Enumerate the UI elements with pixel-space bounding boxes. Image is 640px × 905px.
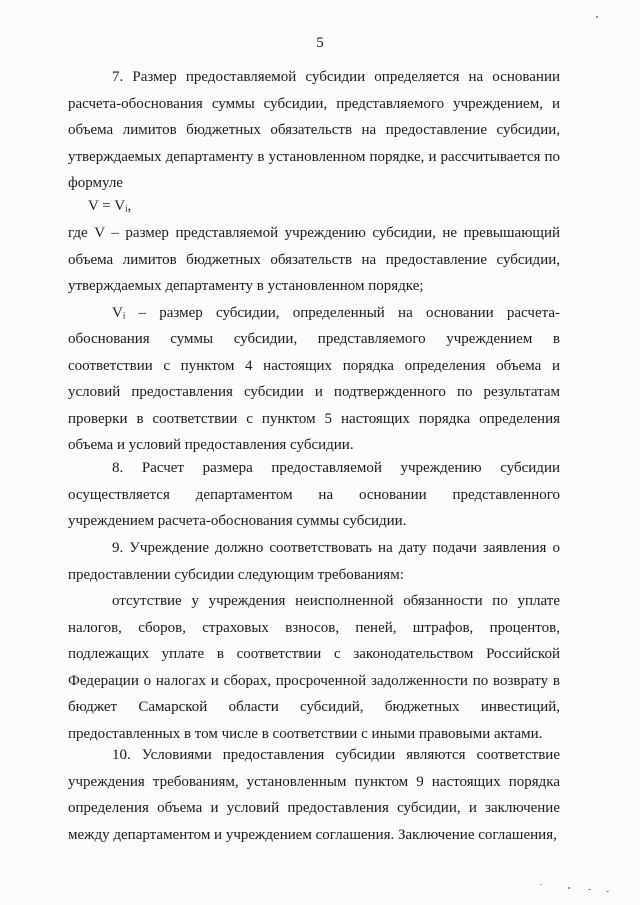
scan-speck [540,884,542,885]
definition-v: где V – размер представляемой учреждению субсидии, не превышающий объема лимитов бюджетных обязательств на предоставление субсидии, утверждаемых департаменту в установленном порядке; [68,225,560,294]
scan-speck [568,887,570,889]
scan-speck [588,889,591,890]
paragraph-9-requirement: отсутствие у учреждения неисполненной обязанности по уплате налогов, сборов, страховых взносов, пеней, штрафов, процентов, подлежащих уплате в соответствии с законодательством Российской Федерации о налогах и сборах, просроченной задолженности по возврату в бюджет Самарской области субсидий, бюджетных инвестиций, предоставленных в том числе в соответствии с иными правовыми актами. [68,593,560,742]
paragraph-10: 10. Условиями предоставления субсидии являются соответствие учреждения требованиям, установленным пунктом 9 настоящих порядка определения объема и условий предоставления субсидии, и заключение между департаментом и учреждением соглашения. Заключение соглашения, [68,747,560,843]
paragraph-9: 9. Учреждение должно соответствовать на дату подачи заявления о предоставлении субсидии следующим требованиям: [68,540,560,583]
formula: V = Vᵢ, [88,198,132,214]
formula-block [68,193,560,220]
scan-speck [596,16,598,18]
paragraph-8-block [68,455,560,535]
paragraph-9-block [68,535,560,747]
page-number: 5 [316,35,324,51]
paragraph-8: 8. Расчет размера предоставляемой учреждению субсидии осуществляется департаментом на основании представленного учреждением расчета-обоснования суммы субсидии. [68,460,560,529]
scan-speck [606,891,609,892]
paragraph-7-block [68,64,560,197]
paragraph-7: 7. Размер предоставляемой субсидии определяется на основании расчета-обоснования суммы субсидии, представляемого учреждением, и объема лимитов бюджетных обязательств на предоставление субсидии, утверждаемых департаменту в установленном порядке, и рассчитывается по формуле [68,69,560,191]
definition-vi: Vᵢ – размер субсидии, определенный на основании расчета-обоснования суммы субсидии, представляемого учреждением в соответствии с пунктом 4 настоящих порядка определения объема и условий предоставления субсидии и подтвержденного по результатам проверки в соответствии с пунктом 5 настоящих порядка определения объема и условий предоставления субсидии. [68,304,560,453]
paragraph-10-block [68,742,560,848]
definitions-block [68,220,560,459]
